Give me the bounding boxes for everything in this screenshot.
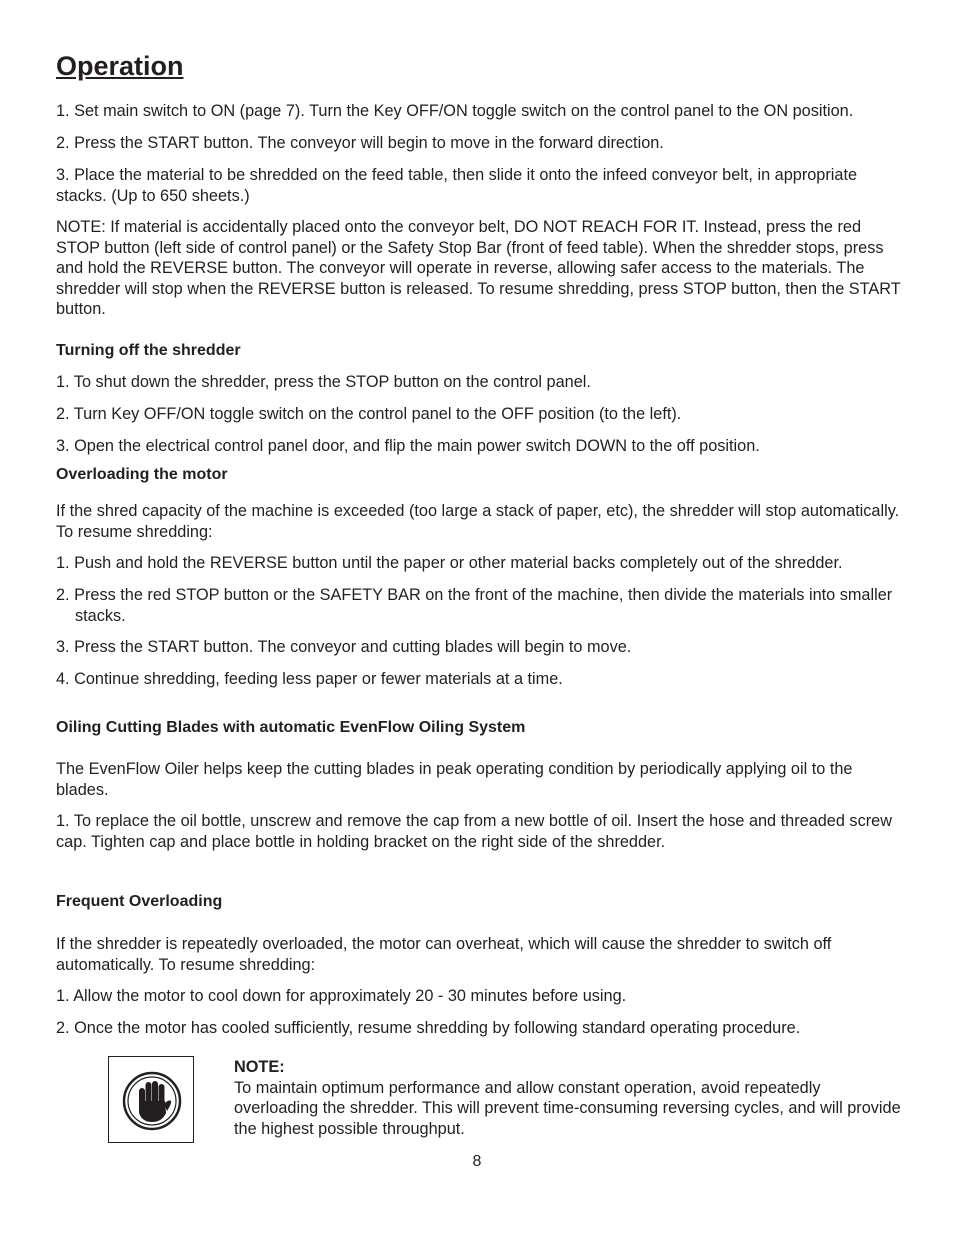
startup-step-3: 3. Place the material to be shredded on the feed table, then slide it onto the infeed conveyor belt, in appropriate stacks. (Up to 650 sheets.) xyxy=(56,166,858,205)
note-title: NOTE: xyxy=(234,1058,285,1076)
note-block xyxy=(234,1057,904,1139)
overloading-step-2: 2. Press the red STOP button or the SAFETY BAR on the front of the machine, then divide the materials into smaller stacks. xyxy=(56,586,893,625)
page-number: 8 xyxy=(472,1153,482,1170)
frequent-step-1: 1. Allow the motor to cool down for approximately 20 - 30 minutes before using. xyxy=(56,987,627,1005)
oiling-intro: The EvenFlow Oiler helps keep the cutting blades in peak operating condition by periodically applying oil to the blades. xyxy=(56,760,853,799)
note-icon-box xyxy=(108,1056,194,1143)
page-title: Operation xyxy=(56,51,184,81)
frequent-step-2: 2. Once the motor has cooled sufficiently, resume shredding by following standard operating procedure. xyxy=(56,1019,801,1037)
overloading-intro: If the shred capacity of the machine is exceeded (too large a stack of paper, etc), the shredder will stop automatically. To resume shredding: xyxy=(56,502,900,541)
stop-hand-icon xyxy=(122,1071,182,1131)
overloading-step-1: 1. Push and hold the REVERSE button until the paper or other material backs completely out of the shredder. xyxy=(56,554,843,572)
note-body: To maintain optimum performance and allow constant operation, avoid repeatedly overloading the shredder. This will prevent time-consuming reversing cycles, and will provide the highest possible throughput. xyxy=(234,1078,901,1138)
overloading-step-3: 3. Press the START button. The conveyor and cutting blades will begin to move. xyxy=(56,638,632,656)
turning-off-heading: Turning off the shredder xyxy=(56,342,241,359)
overloading-step-4: 4. Continue shredding, feeding less paper or fewer materials at a time. xyxy=(56,670,563,688)
turning-off-step-3: 3. Open the electrical control panel door, and flip the main power switch DOWN to the off position. xyxy=(56,437,760,455)
startup-step-2: 2. Press the START button. The conveyor will begin to move in the forward direction. xyxy=(56,134,664,152)
overloading-heading: Overloading the motor xyxy=(56,466,228,483)
turning-off-step-2: 2. Turn Key OFF/ON toggle switch on the control panel to the OFF position (to the left). xyxy=(56,405,682,423)
frequent-heading: Frequent Overloading xyxy=(56,893,223,910)
startup-step-1: 1. Set main switch to ON (page 7). Turn the Key OFF/ON toggle switch on the control panel to the ON position. xyxy=(56,102,854,120)
frequent-intro: If the shredder is repeatedly overloaded, the motor can overheat, which will cause the shredder to switch off automatically. To resume shredding: xyxy=(56,935,832,974)
turning-off-step-1: 1. To shut down the shredder, press the STOP button on the control panel. xyxy=(56,373,591,391)
oiling-heading: Oiling Cutting Blades with automatic EvenFlow Oiling System xyxy=(56,719,526,736)
startup-note: NOTE: If material is accidentally placed onto the conveyor belt, DO NOT REACH FOR IT. Instead, press the red STOP button (left side of control panel) or the Safety Stop Bar (front of feed table). When the shredder stops, press and hold the REVERSE button. The conveyor will operate in reverse, allowing safer access to the materials. The shredder will stop when the REVERSE button is released. To resume shredding, press STOP button, then the START button. xyxy=(56,218,901,318)
oiling-step-1: 1. To replace the oil bottle, unscrew and remove the cap from a new bottle of oil. Insert the hose and threaded screw cap. Tighten cap and place bottle in holding bracket on the right side of the shredder. xyxy=(56,812,892,851)
